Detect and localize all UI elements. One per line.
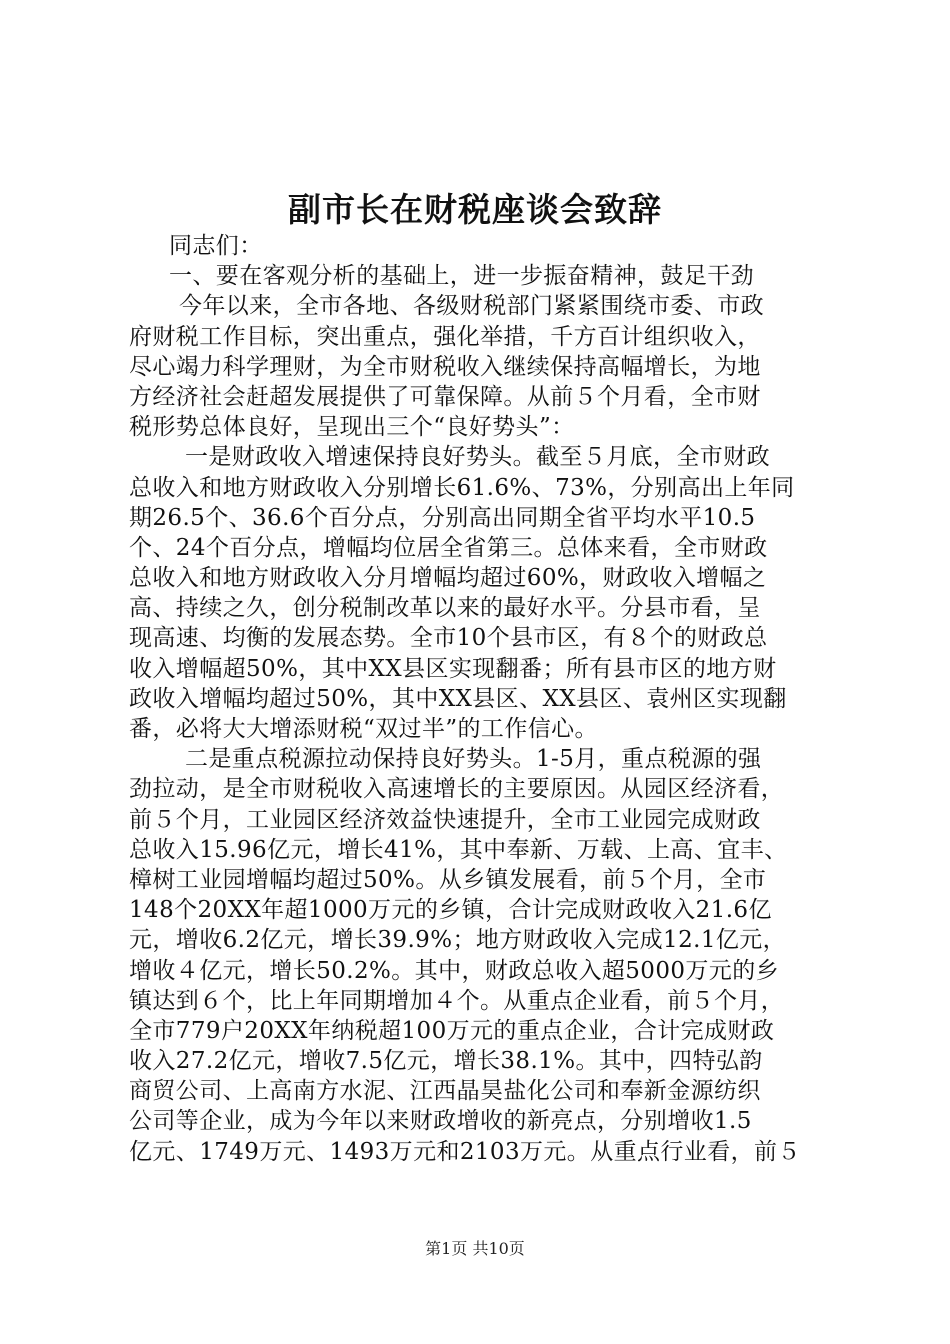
- document-body: [129, 231, 825, 1167]
- paragraph-line: 劲拉动，是全市财税收入高速增长的主要原因。从园区经济看，: [129, 776, 785, 803]
- paragraph-line: 个、24个百分点，增幅均位居全省第三。总体来看，全市财政: [129, 534, 768, 561]
- paragraph-line: 二是重点税源拉动保持良好势头。1-5月，重点税源的强: [185, 746, 762, 773]
- paragraph-line: 尽心竭力科学理财，为全市财税收入继续保持高幅增长，为地: [129, 353, 761, 380]
- paragraph-line: 总收入和地方财政收入分月增幅均超过60%，财政收入增幅之: [129, 565, 767, 592]
- paragraph-line: 增收４亿元，增长50.2%。其中，财政总收入超5000万元的乡: [129, 957, 779, 984]
- paragraph-line: 今年以来，全市各地、各级财税部门紧紧围绕市委、市政: [179, 293, 764, 320]
- paragraph-line: 亿元、1749万元、1493万元和2103万元。从重点行业看，前５: [129, 1138, 801, 1165]
- paragraph-line: 总收入15.96亿元，增长41%，其中奉新、万载、上高、宜丰、: [129, 836, 788, 863]
- salutation-line: 同志们：: [169, 233, 263, 259]
- paragraph-line: 政收入增幅均超过50%，其中XX县区、XX县区、袁州区实现翻: [129, 685, 787, 712]
- paragraph-line: 公司等企业，成为今年以来财政增收的新亮点，分别增收1.5: [129, 1108, 752, 1135]
- paragraph-line: 前５个月，工业园区经济效益快速提升，全市工业园完成财政: [129, 806, 761, 833]
- paragraph-line: 收入27.2亿元，增收7.5亿元，增长38.1%。其中，四特弘韵: [129, 1048, 763, 1075]
- paragraph-line: 现高速、均衡的发展态势。全市10个县市区，有８个的财政总: [129, 625, 768, 652]
- paragraph-line: 148个20XX年超1000万元的乡镇，合计完成财政收入21.6亿: [129, 897, 772, 924]
- paragraph-line: 税形势总体良好，呈现出三个“良好势头”：: [129, 414, 575, 441]
- paragraph-line: 樟树工业园增幅均超过50%。从乡镇发展看，前５个月，全市: [129, 866, 767, 893]
- paragraph-line: 商贸公司、上高南方水泥、江西晶昊盐化公司和奉新金源纺织: [129, 1078, 761, 1105]
- section-heading-line: 一、要在客观分析的基础上，进一步振奋精神，鼓足干劲: [169, 263, 754, 290]
- paragraph-line: 方经济社会赶超发展提供了可靠保障。从前５个月看，全市财: [129, 383, 761, 410]
- paragraph-line: 番，必将大大增添财税“双过半”的工作信心。: [129, 716, 598, 742]
- paragraph-line: 镇达到６个，比上年同期增加４个。从重点企业看，前５个月，: [129, 987, 785, 1014]
- paragraph-line: 全市779户20XX年纳税超100万元的重点企业，合计完成财政: [129, 1017, 775, 1044]
- paragraph-line: 总收入和地方财政收入分别增长61.6%、73%，分别高出上年同: [129, 474, 795, 501]
- paragraph-line: 期26.5个、36.6个百分点，分别高出同期全省平均水平10.5: [129, 504, 756, 531]
- document-title: 副市长在财税座谈会致辞: [288, 190, 662, 229]
- paragraph-line: 府财税工作目标，突出重点，强化举措，千方百计组织收入，: [129, 323, 761, 350]
- paragraph-line: 元，增收6.2亿元，增长39.9%；地方财政收入完成12.1亿元，: [129, 927, 787, 954]
- paragraph-line: 收入增幅超50%，其中XX县区实现翻番；所有县市区的地方财: [129, 655, 777, 682]
- paragraph-line: 高、持续之久，创分税制改革以来的最好水平。分县市看，呈: [129, 595, 761, 622]
- paragraph-line: 一是财政收入增速保持良好势头。截至５月底，全市财政: [185, 444, 770, 471]
- page-footer: 第1页 共10页: [425, 1239, 525, 1258]
